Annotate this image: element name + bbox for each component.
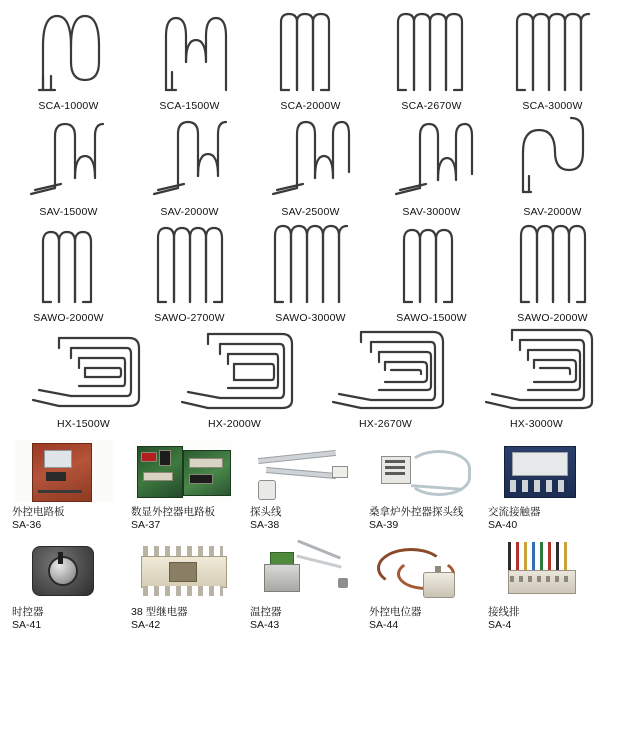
part-code: SA-4 [488,619,512,631]
product-label: SCA-1000W [38,100,99,112]
product-row-hx [8,324,613,430]
product-cell [250,6,371,112]
product-cell [8,324,159,430]
product-row-sav [8,112,613,218]
thermostat-photo [252,540,352,602]
part-name: 探头线 [250,506,282,518]
product-cell [129,112,250,218]
product-label: SAWO-2000W [517,312,588,324]
part-code: SA-44 [369,619,399,631]
product-cell [492,6,613,112]
heating-element-icon [142,112,238,198]
external-potentiometer-photo [371,540,471,602]
part-cell [484,540,603,632]
heating-element-icon [505,112,601,198]
product-cell [492,218,613,324]
part-caption [127,506,215,532]
timer-photo [14,540,114,602]
product-label: SCA-2000W [280,100,341,112]
part-caption [127,606,188,632]
part-name: 外控电路板 [12,506,65,518]
heating-element-icon [19,324,149,410]
part-code: SA-39 [369,519,399,531]
part-name: 交流接触器 [488,506,541,518]
product-label: SCA-2670W [401,100,462,112]
part-code: SA-37 [131,519,161,531]
product-label: SCA-1500W [159,100,220,112]
product-cell [129,6,250,112]
heating-element-icon [263,6,359,92]
product-label: SAV-2000W [160,206,219,218]
heating-element-icon [384,6,480,92]
product-label: SAWO-2000W [33,312,104,324]
part-code: SA-38 [250,519,280,531]
part-cell [365,540,484,632]
part-code: SA-43 [250,619,280,631]
heating-element-icon [142,218,238,304]
part-name: 桑拿炉外控器探头线 [369,506,464,518]
parts-row-1 [8,440,613,532]
product-label: HX-1500W [57,418,110,430]
product-label: SAWO-2700W [154,312,225,324]
product-cell [492,112,613,218]
product-row-sawo [8,218,613,324]
heating-element-icon [170,324,300,410]
sauna-controller-probe-cable-photo [371,440,471,502]
external-control-circuit-board-photo [14,440,114,502]
part-caption [484,606,520,632]
part-caption [246,506,282,532]
heating-element-icon [263,112,359,198]
relay-type-38-photo [133,540,233,602]
part-caption [484,506,541,532]
part-cell [127,540,246,632]
product-label: SAWO-3000W [275,312,346,324]
part-cell [365,440,484,532]
part-code: SA-42 [131,619,161,631]
product-cell [371,6,492,112]
part-name: 时控器 [12,606,44,618]
heating-element-icon [505,6,601,92]
product-label: SAV-1500W [39,206,98,218]
heating-element-icon [21,112,117,198]
heating-element-icon [384,112,480,198]
product-cell [310,324,461,430]
product-label: SCA-3000W [522,100,583,112]
ac-contactor-photo [490,440,590,502]
part-caption [365,506,464,532]
heating-element-icon [263,218,359,304]
heating-element-icon [505,218,601,304]
parts-row-2 [8,540,613,632]
part-name: 数显外控器电路板 [131,506,215,518]
product-label: HX-3000W [510,418,563,430]
part-cell [8,540,127,632]
heating-element-icon [21,6,117,92]
part-code: SA-36 [12,519,42,531]
part-name: 接线排 [488,606,520,618]
part-name: 外控电位器 [369,606,422,618]
part-code: SA-40 [488,519,518,531]
part-name: 温控器 [250,606,282,618]
product-label: HX-2000W [208,418,261,430]
product-label: HX-2670W [359,418,412,430]
heating-element-icon [21,218,117,304]
product-cell [8,112,129,218]
terminal-block-photo [490,540,590,602]
part-cell [127,440,246,532]
part-code: SA-41 [12,619,42,631]
product-label: SAWO-1500W [396,312,467,324]
product-cell [8,218,129,324]
product-label: SAV-2500W [281,206,340,218]
part-caption [246,606,282,632]
product-row-sca [8,6,613,112]
product-cell [129,218,250,324]
heating-element-icon [142,6,238,92]
product-cell [371,112,492,218]
product-cell [371,218,492,324]
product-cell [461,324,612,430]
product-cell [250,112,371,218]
part-cell [484,440,603,532]
product-cell [250,218,371,324]
digital-external-controller-board-photo [133,440,233,502]
part-caption [365,606,422,632]
heating-element-icon [384,218,480,304]
part-cell [8,440,127,532]
part-name: 38 型继电器 [131,606,188,618]
product-label: SAV-3000W [402,206,461,218]
heating-element-icon [321,324,451,410]
part-caption [8,506,65,532]
part-caption [8,606,44,632]
product-cell [8,6,129,112]
part-cell [246,440,365,532]
part-cell [246,540,365,632]
product-cell [159,324,310,430]
probe-cable-photo [252,440,352,502]
heating-element-icon [472,324,602,410]
accessory-parts-section [0,430,621,632]
product-label: SAV-2000W [523,206,582,218]
